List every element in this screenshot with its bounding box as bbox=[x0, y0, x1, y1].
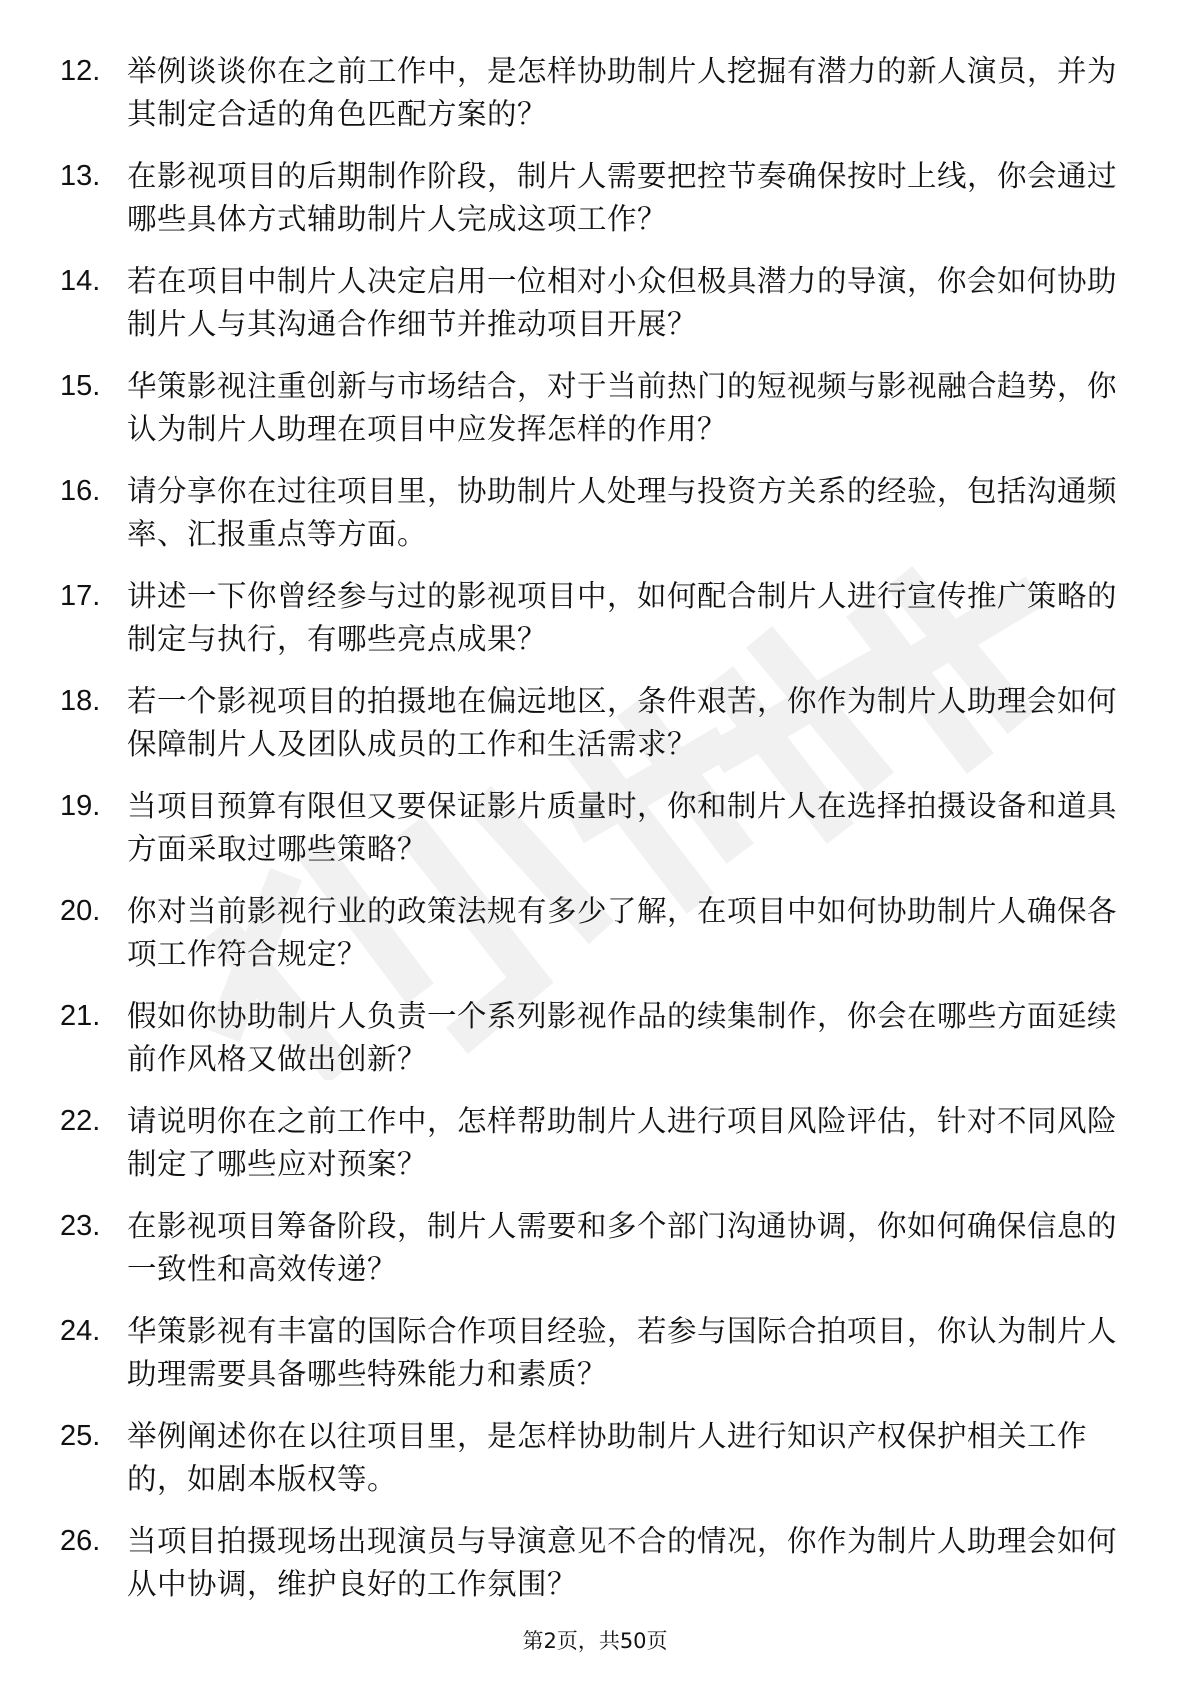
question-text: 华策影视注重创新与市场结合，对于当前热门的短视频与影视融合趋势，你认为制片人助理在项目中应发挥怎样的作用？ bbox=[127, 369, 1118, 446]
question-item bbox=[60, 680, 1140, 766]
question-item bbox=[60, 365, 1140, 451]
question-text: 若一个影视项目的拍摄地在偏远地区，条件艰苦，你作为制片人助理会如何保障制片人及团队成员的工作和生活需求？ bbox=[127, 684, 1118, 761]
question-text: 请说明你在之前工作中，怎样帮助制片人进行项目风险评估，针对不同风险制定了哪些应对预案？ bbox=[127, 1104, 1118, 1181]
question-text: 若在项目中制片人决定启用一位相对小众但极具潜力的导演，你会如何协助制片人与其沟通合作细节并推动项目开展？ bbox=[127, 264, 1118, 341]
question-item bbox=[60, 995, 1140, 1081]
question-text: 当项目预算有限但又要保证影片质量时，你和制片人在选择拍摄设备和道具方面采取过哪些策略？ bbox=[127, 789, 1118, 866]
question-number: 26. bbox=[60, 1525, 101, 1557]
question-number: 17. bbox=[60, 580, 101, 612]
question-item bbox=[60, 1310, 1140, 1396]
question-item bbox=[60, 50, 1140, 136]
question-number: 23. bbox=[60, 1210, 101, 1242]
question-number: 13. bbox=[60, 160, 101, 192]
question-text: 在影视项目的后期制作阶段，制片人需要把控节奏确保按时上线，你会通过哪些具体方式辅助制片人完成这项工作？ bbox=[127, 159, 1118, 236]
question-number: 18. bbox=[60, 685, 101, 717]
page-footer bbox=[0, 1625, 1190, 1655]
question-number: 14. bbox=[60, 265, 101, 297]
question-number: 15. bbox=[60, 370, 101, 402]
question-item bbox=[60, 260, 1140, 346]
question-text: 华策影视有丰富的国际合作项目经验，若参与国际合拍项目，你认为制片人助理需要具备哪些特殊能力和素质？ bbox=[127, 1314, 1118, 1391]
question-text: 请分享你在过往项目里，协助制片人处理与投资方关系的经验，包括沟通频率、汇报重点等方面。 bbox=[127, 474, 1118, 551]
question-text: 你对当前影视行业的政策法规有多少了解，在项目中如何协助制片人确保各项工作符合规定？ bbox=[127, 894, 1118, 971]
question-text: 假如你协助制片人负责一个系列影视作品的续集制作，你会在哪些方面延续前作风格又做出创新？ bbox=[127, 999, 1118, 1076]
question-item bbox=[60, 1520, 1140, 1606]
question-item bbox=[60, 1100, 1140, 1186]
question-number: 19. bbox=[60, 790, 101, 822]
question-text: 讲述一下你曾经参与过的影视项目中，如何配合制片人进行宣传推广策略的制定与执行，有哪些亮点成果？ bbox=[127, 579, 1118, 656]
question-item bbox=[60, 155, 1140, 241]
question-number: 21. bbox=[60, 1000, 101, 1032]
question-number: 20. bbox=[60, 895, 101, 927]
question-item bbox=[60, 1205, 1140, 1291]
question-item bbox=[60, 575, 1140, 661]
question-item bbox=[60, 470, 1140, 556]
question-number: 22. bbox=[60, 1105, 101, 1137]
question-list bbox=[60, 50, 1140, 1625]
question-item bbox=[60, 1415, 1140, 1501]
question-text: 举例谈谈你在之前工作中，是怎样协助制片人挖掘有潜力的新人演员，并为其制定合适的角色匹配方案的？ bbox=[127, 54, 1118, 131]
question-text: 举例阐述你在以往项目里，是怎样协助制片人进行知识产权保护相关工作的，如剧本版权等。 bbox=[127, 1419, 1088, 1496]
question-number: 24. bbox=[60, 1315, 101, 1347]
page-number-label: 第2页，共50页 bbox=[522, 1629, 668, 1653]
question-number: 25. bbox=[60, 1420, 101, 1452]
question-item bbox=[60, 890, 1140, 976]
question-number: 16. bbox=[60, 475, 101, 507]
question-text: 在影视项目筹备阶段，制片人需要和多个部门沟通协调，你如何确保信息的一致性和高效传递？ bbox=[127, 1209, 1118, 1286]
question-text: 当项目拍摄现场出现演员与导演意见不合的情况，你作为制片人助理会如何从中协调，维护良好的工作氛围？ bbox=[127, 1524, 1118, 1601]
question-number: 12. bbox=[60, 55, 101, 87]
question-item bbox=[60, 785, 1140, 871]
